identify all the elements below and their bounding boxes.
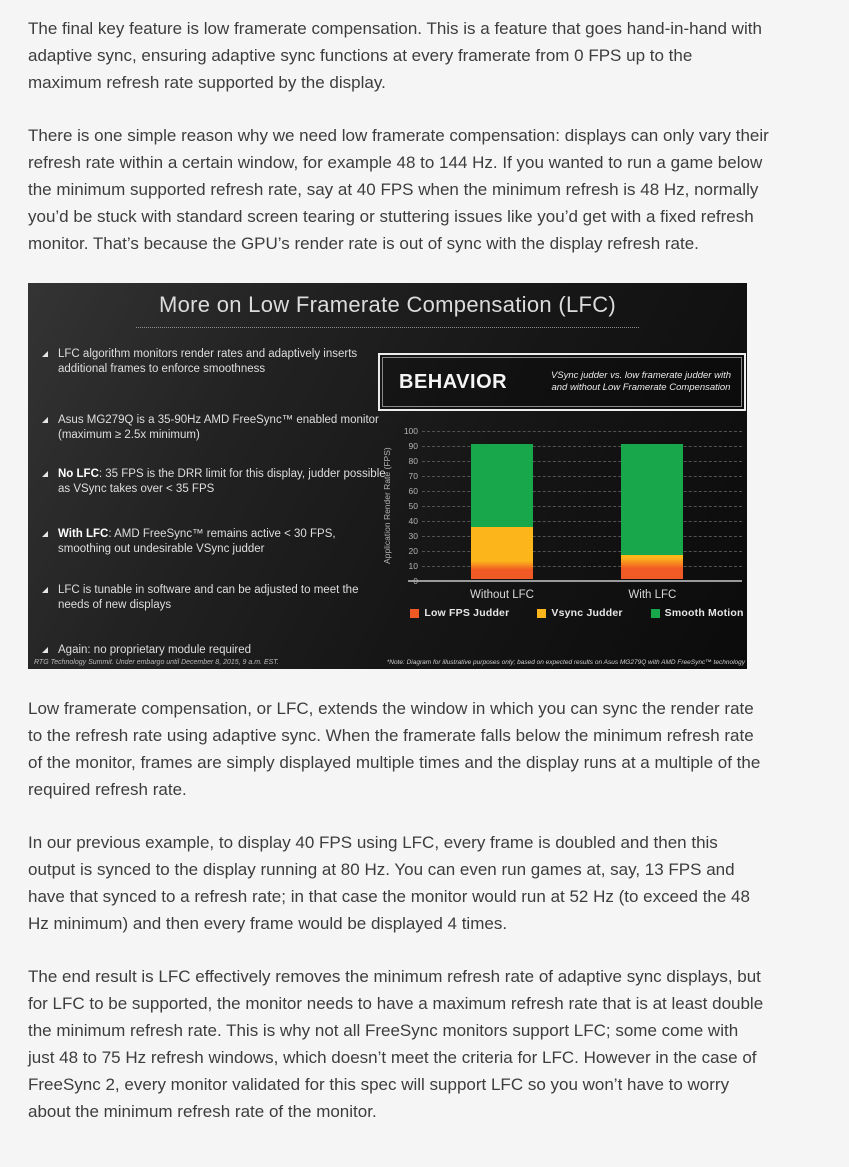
slide-title: More on Low Framerate Compensation (LFC) [158, 292, 617, 317]
paragraph-intro: The final key feature is low framerate compensation. This is a feature that goes hand-in-hand with adaptive sync, ensuring adaptive sync functions at every framerate from 0 FPS up to the maximum refresh rate supported by the display. [28, 19, 762, 92]
legend-item [410, 607, 509, 619]
y-tick-label: 30 [408, 531, 418, 541]
behavior-subtitle: VSync judder vs. low framerate judder with and without Low Framerate Compensation [550, 370, 731, 393]
bullet-item: Again: no proprietary module required [42, 643, 390, 658]
y-tick-label: 0 [413, 576, 418, 586]
legend-swatch-icon [410, 609, 419, 618]
legend-label: Smooth Motion [664, 607, 744, 619]
behavior-heading: BEHAVIOR [399, 370, 508, 393]
gridline [422, 551, 742, 552]
x-axis-line [408, 580, 742, 582]
bar-segment-vsync-judder [621, 555, 683, 558]
legend-swatch-icon [537, 609, 546, 618]
slide-title-divider [136, 327, 639, 328]
triangle-bullet-icon [42, 587, 48, 593]
gridline [422, 491, 742, 492]
paragraph-reason: There is one simple reason why we need low framerate compensation: displays can only vary their refresh rate within a certain window, for example 48 to 144 Hz. If you wanted to run a game below the minimum supported refresh rate, say at 40 FPS when the minimum refresh is 48 Hz, normally you’d be stuck with standard screen tearing or stuttering issues like you’d get with a fixed refresh monitor. That’s because the GPU’s render rate is out of sync with the display refresh rate. [28, 126, 769, 253]
y-axis-title: Application Render Rate (FPS) [382, 447, 392, 565]
bar-segment-low-fps-judder [471, 561, 533, 579]
triangle-bullet-icon [42, 471, 48, 477]
bar-segment-smooth-motion [621, 444, 683, 555]
gridline [422, 476, 742, 477]
gridline [422, 446, 742, 447]
gridline [422, 506, 742, 507]
y-tick-label: 80 [408, 456, 418, 466]
triangle-bullet-icon [42, 531, 48, 537]
y-tick-label: 40 [408, 516, 418, 526]
y-tick-label: 60 [408, 486, 418, 496]
legend-item [651, 607, 744, 619]
bar-segment-vsync-judder [471, 527, 533, 562]
bullet-item: No LFC: 35 FPS is the DRR limit for this display, judder possible as VSync takes over < 35 FPS [42, 467, 390, 496]
bullet-item: With LFC: AMD FreeSync™ remains active < 30 FPS, smoothing out undesirable VSync judder [42, 527, 390, 556]
x-category-label: With LFC [628, 589, 677, 601]
article-body [28, 15, 821, 1125]
triangle-bullet-icon [42, 417, 48, 423]
y-tick-label: 50 [408, 501, 418, 511]
slide-embargo-footer: RTG Technology Summit. Under embargo until December 8, 2015, 9 a.m. EST. [34, 659, 279, 666]
paragraph-conclusion: The end result is LFC effectively removes the minimum refresh rate of adaptive sync displays, but for LFC to be supported, the monitor needs to have a maximum refresh rate that is at least double the minimum refresh rate. This is why not all FreeSync monitors support LFC; some come with just 48 to 75 Hz refresh windows, which doesn’t meet the criteria for LFC. However in the case of FreeSync 2, every monitor validated for this spec will support LFC so you won’t have to worry about the minimum refresh rate of the monitor. [28, 967, 764, 1121]
bullet-item: Asus MG279Q is a 35-90Hz AMD FreeSync™ enabled monitor (maximum ≥ 2.5x minimum) [42, 413, 390, 442]
gridline [422, 566, 742, 567]
triangle-bullet-icon [42, 351, 48, 357]
bar-segment-low-fps-judder [621, 558, 683, 579]
y-tick-label: 100 [403, 426, 418, 436]
slide-chart-panel [378, 353, 746, 635]
legend-label: Low FPS Judder [424, 607, 510, 619]
y-tick-label: 20 [408, 546, 418, 556]
y-tick-label: 90 [408, 441, 418, 451]
chart-footnote: *Note: Diagram for illustrative purposes only; based on expected results on Asus MG279Q with AMD FreeSync™ technology [386, 659, 745, 666]
y-tick-label: 10 [408, 561, 418, 571]
legend-label: Vsync Judder [551, 607, 623, 619]
chart-legend [408, 607, 746, 619]
bar-segment-smooth-motion [471, 444, 533, 527]
bullet-item: LFC algorithm monitors render rates and adaptively inserts additional frames to enforce smoothness [42, 347, 390, 376]
lfc-bar-chart [378, 423, 746, 635]
x-category-label: Without LFC [470, 589, 534, 601]
chart-plot-area [403, 426, 742, 601]
lfc-slide-image[interactable] [28, 283, 747, 669]
bullet-item: LFC is tunable in software and can be adjusted to meet the needs of new displays [42, 583, 390, 612]
gridline [422, 461, 742, 462]
y-tick-label: 70 [408, 471, 418, 481]
gridline [422, 431, 742, 432]
gridline [422, 536, 742, 537]
paragraph-lfc-explain: Low framerate compensation, or LFC, extends the window in which you can sync the render rate to the refresh rate using adaptive sync. When the framerate falls below the minimum refresh rate of the monitor, frames are simply displayed multiple times and the display runs at a multiple of the required refresh rate. [28, 699, 761, 799]
legend-item [537, 607, 622, 619]
gridline [422, 521, 742, 522]
triangle-bullet-icon [42, 647, 48, 653]
behavior-box [378, 353, 746, 411]
paragraph-example: In our previous example, to display 40 FPS using LFC, every frame is doubled and then this output is synced to the display running at 80 Hz. You can even run games at, say, 13 FPS and have that synced to a refresh rate; in that case the monitor would run at 52 Hz (to exceed the 48 Hz minimum) and then every frame would be displayed 4 times. [28, 833, 750, 933]
legend-swatch-icon [651, 609, 660, 618]
slide-bullet-list [42, 347, 390, 658]
